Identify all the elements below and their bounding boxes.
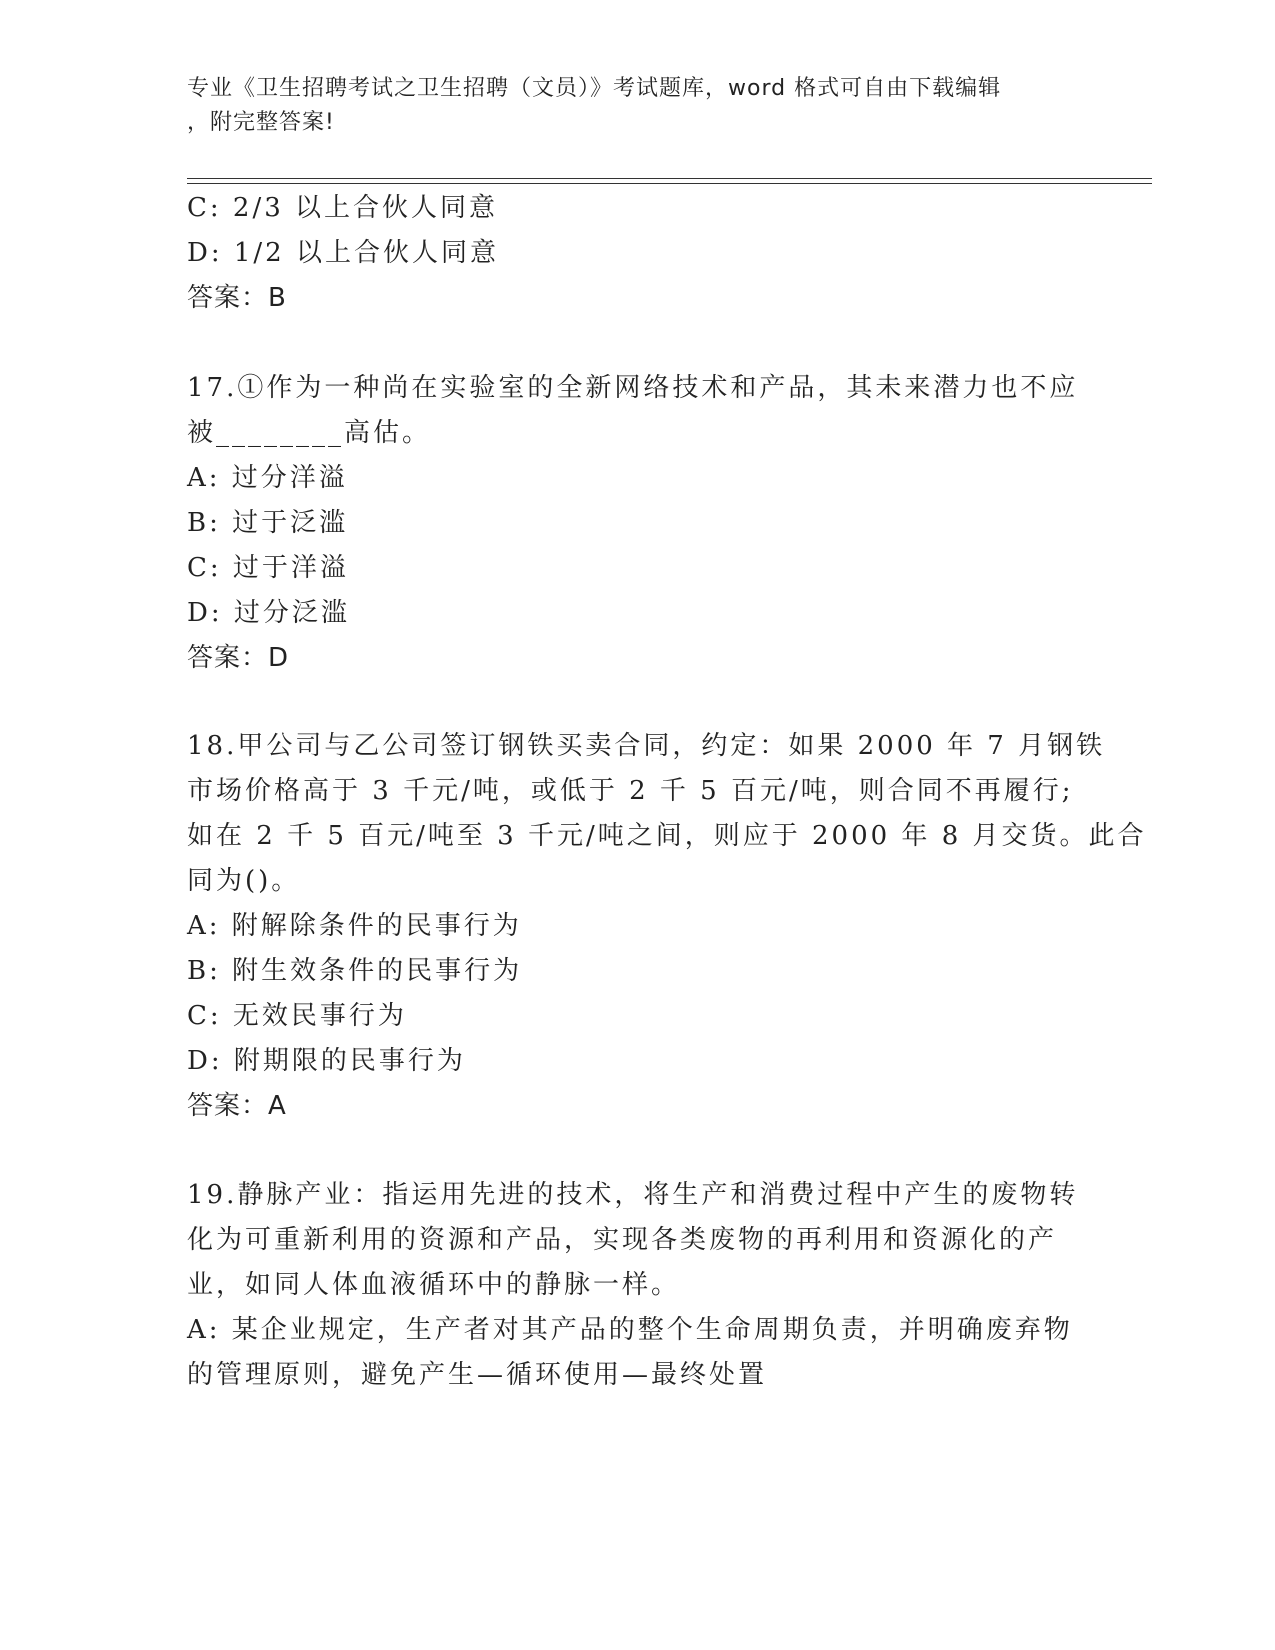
header-divider-bottom bbox=[187, 183, 1152, 184]
q18-stem-line-1: 18.甲公司与乙公司签订钢铁买卖合同，约定：如果 2000 年 7 月钢铁 bbox=[187, 731, 1106, 761]
q19-option-a-line-1: A: 某企业规定，生产者对其产品的整个生命周期负责，并明确废弃物 bbox=[187, 1315, 1073, 1345]
q16-option-d: D: 1/2 以上合伙人同意 bbox=[187, 238, 499, 268]
q19-stem-line-2: 化为可重新利用的资源和产品，实现各类废物的再利用和资源化的产 bbox=[187, 1225, 1058, 1255]
q19-stem-line-3: 业，如同人体血液循环中的静脉一样。 bbox=[187, 1270, 681, 1300]
q17-answer: 答案：D bbox=[187, 643, 290, 673]
q17-option-b: B: 过于泛滥 bbox=[187, 508, 349, 538]
q17-option-d: D: 过分泛滥 bbox=[187, 598, 350, 628]
q16-option-c: C: 2/3 以上合伙人同意 bbox=[187, 193, 499, 223]
q18-option-c: C: 无效民事行为 bbox=[187, 1001, 407, 1031]
q19-option-a-line-2: 的管理原则，避免产生—循环使用—最终处置 bbox=[187, 1360, 768, 1390]
q18-stem-line-3: 如在 2 千 5 百元/吨至 3 千元/吨之间，则应于 2000 年 8 月交货。此合 bbox=[187, 821, 1147, 851]
q16-answer: 答案：B bbox=[187, 283, 287, 313]
q18-option-a: A: 附解除条件的民事行为 bbox=[187, 911, 522, 941]
q17-option-c: C: 过于洋溢 bbox=[187, 553, 349, 583]
q17-stem-line-1: 17.①作为一种尚在实验室的全新网络技术和产品，其未来潜力也不应 bbox=[187, 373, 1079, 403]
header-line-1: 专业《卫生招聘考试之卫生招聘（文员）》考试题库，word 格式可自由下载编辑 bbox=[187, 76, 1002, 101]
q18-option-b: B: 附生效条件的民事行为 bbox=[187, 956, 523, 986]
q17-option-a: A: 过分洋溢 bbox=[187, 463, 348, 493]
document-header bbox=[187, 72, 1067, 140]
q17-stem-line-2: 被________高估。 bbox=[187, 418, 432, 448]
q18-stem-line-4: 同为()。 bbox=[187, 866, 301, 896]
q18-option-d: D: 附期限的民事行为 bbox=[187, 1046, 466, 1076]
q18-stem-line-2: 市场价格高于 3 千元/吨，或低于 2 千 5 百元/吨，则合同不再履行; bbox=[187, 776, 1074, 806]
header-divider-top bbox=[187, 178, 1152, 179]
header-line-2: ，附完整答案! bbox=[187, 110, 335, 135]
q19-stem-line-1: 19.静脉产业：指运用先进的技术，将生产和消费过程中产生的废物转 bbox=[187, 1180, 1079, 1210]
q18-answer: 答案：A bbox=[187, 1091, 287, 1121]
